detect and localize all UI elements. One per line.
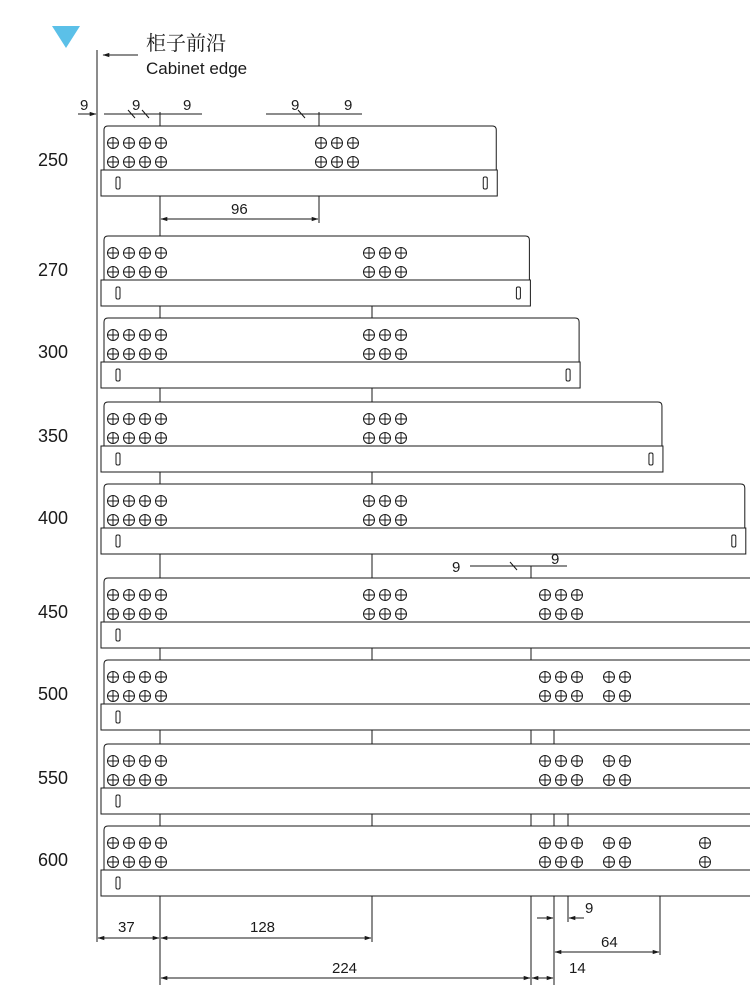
mounting-hole-icon [124,414,135,425]
slide-row-350 [38,402,663,472]
inner-member [104,744,750,788]
inner-member [104,826,750,870]
dim-label-9: 9 [344,97,353,114]
mounting-hole-icon [108,838,119,849]
slot-icon [116,795,120,807]
mounting-hole-icon [572,691,583,702]
mounting-hole-icon [140,414,151,425]
slot-icon [116,877,120,889]
mounting-hole-icon [556,672,567,683]
mounting-hole-icon [396,414,407,425]
mounting-hole-icon [364,609,375,620]
mounting-hole-icon [364,349,375,360]
mounting-hole-icon [156,515,167,526]
slide-row-400 [38,484,746,554]
mounting-hole-icon [124,138,135,149]
slot-icon [483,177,487,189]
mounting-hole-icon [556,691,567,702]
mounting-hole-icon [108,349,119,360]
mounting-hole-icon [556,756,567,767]
mounting-hole-icon [140,857,151,868]
slide-size-label: 400 [38,508,69,528]
mounting-hole-icon [108,672,119,683]
slide-size-label: 600 [38,850,69,870]
slot-icon [116,453,120,465]
slot-icon [566,369,570,381]
mounting-hole-icon [380,515,391,526]
mounting-hole-icon [140,267,151,278]
mounting-hole-icon [124,349,135,360]
mounting-hole-icon [572,857,583,868]
slot-icon [116,369,120,381]
mounting-hole-icon [620,838,631,849]
mounting-hole-icon [156,672,167,683]
outer-rail [101,528,746,554]
mounting-hole-icon [604,756,615,767]
mounting-hole-icon [124,838,135,849]
mounting-hole-icon [572,672,583,683]
mounting-hole-icon [156,267,167,278]
mounting-hole-icon [156,248,167,259]
mounting-hole-icon [540,857,551,868]
mounting-hole-icon [108,691,119,702]
mounting-hole-icon [156,756,167,767]
mounting-hole-icon [140,330,151,341]
mounting-hole-icon [316,138,327,149]
mounting-hole-icon [364,433,375,444]
mounting-hole-icon [572,609,583,620]
mounting-hole-icon [156,691,167,702]
mounting-hole-icon [540,609,551,620]
mounting-hole-icon [620,775,631,786]
mounting-hole-icon [380,609,391,620]
mounting-hole-icon [540,756,551,767]
mounting-hole-icon [156,433,167,444]
mounting-hole-icon [140,349,151,360]
outer-rail [101,170,497,196]
mounting-hole-icon [396,496,407,507]
mounting-hole-icon [540,838,551,849]
slide-size-label: 270 [38,260,69,280]
mounting-hole-icon [396,590,407,601]
mounting-hole-icon [540,672,551,683]
mounting-hole-icon [380,590,391,601]
mounting-hole-icon [156,857,167,868]
mounting-hole-icon [556,838,567,849]
mounting-hole-icon [124,515,135,526]
mounting-hole-icon [348,138,359,149]
mounting-hole-icon [124,157,135,168]
mounting-hole-icon [108,433,119,444]
mounting-hole-icon [124,857,135,868]
dim-label-128: 128 [250,919,276,936]
mounting-hole-icon [140,590,151,601]
mounting-hole-icon [348,157,359,168]
inner-member [104,660,750,704]
mounting-hole-icon [396,330,407,341]
mounting-hole-icon [332,138,343,149]
mounting-hole-icon [540,590,551,601]
mounting-hole-icon [108,138,119,149]
mounting-hole-icon [156,414,167,425]
mounting-hole-icon [604,838,615,849]
dim-label-9: 9 [551,551,560,568]
mounting-hole-icon [364,267,375,278]
inner-member [104,318,579,362]
mounting-hole-icon [140,496,151,507]
mounting-hole-icon [156,496,167,507]
outer-rail [101,622,750,648]
mounting-hole-icon [364,496,375,507]
mounting-hole-icon [380,248,391,259]
slide-size-label: 250 [38,150,69,170]
dim-label-64: 64 [601,934,618,951]
outer-rail [101,446,663,472]
mounting-hole-icon [140,838,151,849]
mounting-hole-icon [396,267,407,278]
mounting-hole-icon [572,756,583,767]
cabinet-edge-title-en: Cabinet edge [146,59,248,78]
mounting-hole-icon [572,775,583,786]
mounting-hole-icon [140,515,151,526]
mounting-hole-icon [140,691,151,702]
mounting-hole-icon [620,691,631,702]
mounting-hole-icon [124,691,135,702]
mounting-hole-icon [156,138,167,149]
mounting-hole-icon [540,775,551,786]
mounting-hole-icon [332,157,343,168]
dim-label-9: 9 [452,559,461,576]
mounting-hole-icon [140,609,151,620]
slot-icon [649,453,653,465]
mounting-hole-icon [108,756,119,767]
mounting-hole-icon [396,248,407,259]
slot-icon [516,287,520,299]
outer-rail [101,704,750,730]
slide-size-label: 350 [38,426,69,446]
mounting-hole-icon [140,248,151,259]
mounting-hole-icon [108,157,119,168]
mounting-hole-icon [124,756,135,767]
mounting-hole-icon [620,857,631,868]
mounting-hole-icon [364,515,375,526]
mounting-hole-icon [604,775,615,786]
mounting-hole-icon [364,330,375,341]
slide-row-500 [38,660,750,730]
slide-row-270 [38,236,530,306]
mounting-hole-icon [556,857,567,868]
slide-rows [38,126,750,896]
slide-row-550 [38,744,750,814]
mounting-hole-icon [396,433,407,444]
inner-member [104,578,750,622]
dim-label-9: 9 [80,97,89,114]
mounting-hole-icon [604,857,615,868]
mounting-hole-icon [124,248,135,259]
mounting-hole-icon [380,433,391,444]
mounting-hole-icon [620,756,631,767]
mounting-hole-icon [140,433,151,444]
slide-row-300 [38,318,580,388]
mounting-hole-icon [124,330,135,341]
mounting-hole-icon [364,590,375,601]
mounting-hole-icon [700,857,711,868]
legend-marker-icon [52,26,80,48]
mounting-hole-icon [108,248,119,259]
mounting-hole-icon [380,267,391,278]
mounting-hole-icon [108,414,119,425]
inner-member [104,484,745,528]
slot-icon [116,629,120,641]
mounting-hole-icon [124,496,135,507]
mounting-hole-icon [124,775,135,786]
mounting-hole-icon [604,691,615,702]
outer-rail [101,870,750,896]
dim-label-9: 9 [132,97,141,114]
mounting-hole-icon [380,496,391,507]
mounting-hole-icon [156,330,167,341]
mounting-hole-icon [556,590,567,601]
slide-row-450 [38,578,750,648]
mounting-hole-icon [124,267,135,278]
slot-icon [732,535,736,547]
mounting-hole-icon [572,590,583,601]
slot-icon [116,177,120,189]
outer-rail [101,788,750,814]
mounting-hole-icon [108,775,119,786]
slide-row-250 [38,126,497,196]
mounting-hole-icon [364,248,375,259]
mounting-hole-icon [124,433,135,444]
slot-icon [116,287,120,299]
mounting-hole-icon [108,609,119,620]
mounting-hole-icon [316,157,327,168]
mounting-hole-icon [556,609,567,620]
dim-label-37: 37 [118,919,135,936]
mounting-hole-icon [156,609,167,620]
mounting-hole-icon [140,672,151,683]
mounting-hole-icon [396,515,407,526]
mounting-hole-icon [108,590,119,601]
mounting-hole-icon [108,330,119,341]
mounting-hole-icon [396,609,407,620]
mounting-hole-icon [140,138,151,149]
mounting-hole-icon [140,756,151,767]
mounting-hole-icon [140,775,151,786]
mounting-hole-icon [380,330,391,341]
dim-label-224: 224 [332,960,358,977]
mounting-hole-icon [700,838,711,849]
mounting-hole-icon [156,157,167,168]
mounting-hole-icon [108,515,119,526]
mounting-hole-icon [156,838,167,849]
slot-icon [116,711,120,723]
mounting-hole-icon [108,857,119,868]
slide-size-label: 300 [38,342,69,362]
mounting-hole-icon [124,609,135,620]
mounting-hole-icon [124,672,135,683]
mounting-hole-icon [396,349,407,360]
mounting-hole-icon [620,672,631,683]
mounting-hole-icon [572,838,583,849]
mounting-hole-icon [156,590,167,601]
inner-member [104,236,529,280]
mounting-hole-icon [108,496,119,507]
dim-label-9: 9 [585,900,594,917]
slide-size-label: 450 [38,602,69,622]
slide-row-600 [38,826,750,896]
dim-label-96: 96 [231,201,248,218]
outer-rail [101,362,580,388]
mounting-hole-icon [604,672,615,683]
mounting-hole-icon [364,414,375,425]
cabinet-edge-title-cn: 柜子前沿 [146,33,226,55]
mounting-hole-icon [380,349,391,360]
mounting-hole-icon [108,267,119,278]
dim-label-9: 9 [291,97,300,114]
mounting-hole-icon [380,414,391,425]
slot-icon [116,535,120,547]
mounting-hole-icon [156,349,167,360]
dim-label-14: 14 [569,960,586,977]
slide-size-label: 550 [38,768,69,788]
outer-rail [101,280,530,306]
mounting-hole-icon [540,691,551,702]
mounting-hole-icon [556,775,567,786]
dim-label-9: 9 [183,97,192,114]
mounting-hole-icon [124,590,135,601]
mounting-hole-icon [156,775,167,786]
mounting-hole-icon [140,157,151,168]
slide-size-label: 500 [38,684,69,704]
